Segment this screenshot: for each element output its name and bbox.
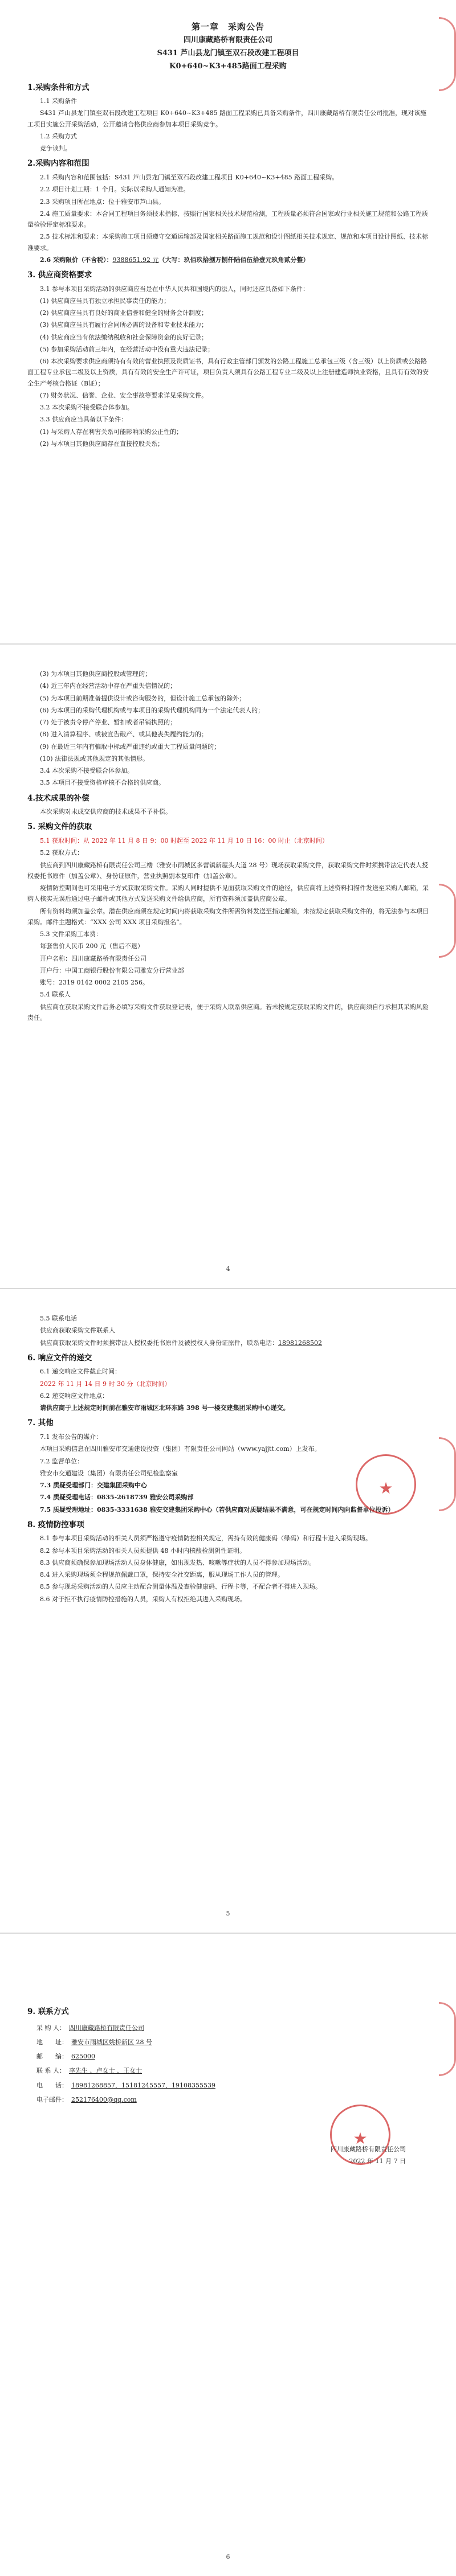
section-heading: 4.技术成果的补偿 (27, 793, 89, 803)
seal-stamp-edge (439, 17, 456, 91)
paragraph: 2.4 施工质量要求：本合同工程项目务须技术指标、按照行国家相关技术规范检测，工程质量必须符合国家或行业相关施工规范和公路工程质量检验评定标准要求。 (27, 210, 428, 228)
paragraph: 8.1 参与本项目采购活动的相关人员须严格遵守疫情防控相关规定，需持有效的健康码（绿码）和行程卡进入采购现场。 (40, 1535, 372, 1543)
section-heading: 5. 采购文件的获取 (27, 822, 92, 832)
section-heading: 3. 供应商资格要求 (27, 270, 92, 280)
paragraph: 8.5 参与现场采购活动的人员应主动配合测量体温及查验健康码、行程卡等，不配合者不得进入现场。 (40, 1583, 321, 1591)
seal-stamp-edge (439, 884, 456, 958)
contact-value: 李先生 、卢女士 、王女士 (69, 2067, 142, 2075)
paragraph: 供应商在获取采购文件后务必填写采购文件获取登记表，便于采购人联系供应商。若未按规定获取采购文件的，供应商须自行承担其采购风险责任。 (27, 1003, 429, 1022)
paragraph: 竞争谈判。 (40, 145, 71, 153)
paragraph: 2.3 采购项目所在地点：位于雅安市芦山县。 (40, 198, 165, 206)
phone-line (27, 1338, 429, 1348)
signature-company: 四川康藏路桥有限责任公司 (331, 2146, 406, 2153)
paragraph: 所有资料均须加盖公章。潜在供应商须在规定时间内将获取采购文件所需资料发送至指定邮箱，未按规定获取采购文件的，将无法参与本项目采购。邮件主题格式：“XXX 公司 XXX 项目采购报名”。 (27, 907, 429, 926)
paragraph: 账号：2319 0142 0002 2105 256。 (40, 979, 149, 986)
contact-phone (36, 2080, 429, 2091)
section-heading: 9. 联系方式 (27, 2007, 69, 2016)
list-item: (10) 法律法规或其他规定的其他情形。 (40, 754, 149, 762)
company-seal (330, 2105, 390, 2165)
document-page-1 (0, 0, 456, 643)
list-item: (5) 为本项目前期准备提供设计或咨询服务的，但设计施工总承包的除外； (40, 694, 246, 702)
paragraph: 本次采购对未成交供应商的技术成果不予补偿。 (40, 808, 172, 816)
seal-stamp-edge (439, 2002, 456, 2076)
paragraph: 3.2 本次采购不接受联合体参加。 (40, 404, 133, 412)
list-item: (3) 为本项目其他供应商控股或管理的； (40, 670, 152, 678)
paragraph: 供应商到四川康藏路桥有限责任公司三楼（雅安市雨城区多营镇新屋头大道 28 号）现场获取采购文件，获取采购文件时须携带法定代表人授权委托书原件（加盖公章）、身份证原件，营业执照副本复印件（加盖公章）。 (27, 861, 428, 880)
paragraph: 雅安市交通建设（集团）有限责任公司纪检监察室 (40, 1469, 178, 1477)
list-item: (8) 进入清算程序、或被宣告破产、或其他丧失履约能力的； (40, 731, 208, 739)
contact-company (36, 2023, 429, 2033)
paragraph: 疫情防控期间也可采用电子方式获取采购文件。采购人同时提供不见面获取采购文件的途径，供应商将上述资料扫描件发送至采购人邮箱，采购人核实无误后通过电子邮件或其他方式发送采购文件给供应商，所有资料须加盖供应商公章。 (27, 884, 429, 903)
paragraph: 7.4 质疑受理电话：0835-2618739 雅安公司采购部 (40, 1494, 194, 1502)
paragraph: 开户名称：四川康藏路桥有限责任公司 (40, 954, 146, 962)
list-item: (7) 处于被责令停产停业、暂扣或者吊销执照的； (40, 719, 177, 726)
subsection-heading: 5.3 文件采购工本费： (40, 930, 102, 938)
paragraph: 7.3 质疑受理部门：交建集团采购中心 (40, 1482, 147, 1489)
paragraph: 8.4 进入采购现场须全程规范佩戴口罩，保持安全社交距离，服从现场工作人员的管理。 (40, 1571, 284, 1579)
phone-label: 供应商获取采购文件时须携带法人授权委托书原件及被授权人身份证原件，联系电话： (40, 1339, 278, 1347)
paragraph: 8.6 对于拒不执行疫情防控措施的人员，采购人有权拒绝其进入采购现场。 (40, 1595, 246, 1603)
paragraph: 2.1 采购内容和范围包括：S431 芦山县龙门镇至双石段改建工程项目 K0+640~K3+485 路面工程采购。 (40, 174, 339, 181)
list-item: (6) 本次采购要求供应商须持有有效的营业执照及资质证书，具有行政主管部门颁发的公路工程施工总承包三级（含三级）以上资质或公路路面工程专业承包二级及以上资质，具有有效的安全生产许可证，项目负责人须具有公路工程专业二级及以上注册建造师执业资格，且具有有效的安全生产考核合格证（B证）； (27, 358, 429, 387)
project-title-line1: S431 芦山县龙门镇至双石段改建工程项目 (157, 49, 299, 58)
contact-value: 18981268857，15181245557，19108355539 (71, 2081, 215, 2089)
contact-person (36, 2065, 429, 2076)
contact-label: 采 购 人： (36, 2024, 66, 2032)
subsection-heading: 7.2 监督单位： (40, 1457, 83, 1465)
acquisition-time: 5.1 获取时间：从 2022 年 11 月 8 日 9：00 时起至 2022 年 11 月 10 日 16：00 时止（北京时间） (40, 837, 328, 844)
paragraph: 2.5 技术标准和要求：本采购施工项目须遵守交通运输部及国家相关路面施工规范和设计图纸相关技术规定、规范和本项目设计图纸、技术标准要求。 (27, 233, 428, 252)
section-heading: 6. 响应文件的递交 (27, 1353, 92, 1363)
document-page-2 (0, 645, 456, 1288)
subsection-heading: 5.2 获取方式： (40, 849, 83, 857)
list-item: (1) 供应商应当具有独立承担民事责任的能力； (40, 297, 170, 305)
budget-value: 9388651.92 元 (112, 256, 159, 264)
deadline-time: 2022 年 11 月 14 日 9 时 30 分（北京时间） (40, 1380, 171, 1388)
list-item: (3) 供应商应当具有履行合同所必需的设备和专业技术能力； (40, 321, 208, 329)
contact-address (36, 2037, 429, 2048)
company-name: 四川康藏路桥有限责任公司 (183, 36, 272, 45)
budget-note: （大写：玖佰玖拾捌万捌仟陆佰伍拾壹元玖角贰分整） (158, 256, 310, 264)
paragraph: 3.5 本项目不接受资格审核不合格的供应商。 (40, 779, 165, 787)
budget-label: 2.6 采购限价（不含税）： (40, 256, 113, 264)
page-number: 6 (226, 2553, 230, 2561)
subsection-heading: 7.1 发布公告的媒介： (40, 1433, 102, 1441)
contact-label: 邮 编： (36, 2053, 68, 2061)
list-item: (6) 为本项目的采购代理机构或与本项目的采购代理机构同为一个法定代表人的； (40, 706, 264, 714)
page-number: 5 (226, 1909, 230, 1917)
budget-line (27, 255, 429, 265)
subsection-heading: 5.5 联系电话 (40, 1315, 77, 1322)
list-item: (4) 供应商应当有依法缴纳税收和社会保障资金的良好记录； (40, 333, 208, 341)
chapter-title: 第一章 采购公告 (191, 22, 264, 32)
paragraph: S431 芦山县龙门镇至双石段改建工程项目 K0+640~K3+485 路面工程采购已具备采购条件，四川康藏路桥有限责任公司批准，现对该施工项目实施公开采购活动，公开邀请合格供应商参加本项目采购竞争。 (27, 109, 427, 128)
list-item: (4) 近三年内在经营活动中存在严重失信情况的； (40, 682, 177, 690)
paragraph: 3.1 参与本项目采购活动的供应商应当是在中华人民共和国境内的法人，同时还应具备如下条件： (40, 285, 309, 293)
section-heading: 7. 其他 (27, 1418, 54, 1428)
paragraph: 8.2 参与本项目采购活动的相关人员须提供 48 小时内核酸检测阴性证明。 (40, 1547, 246, 1554)
page-number: 4 (226, 1265, 230, 1273)
list-item: (1) 与采购人存在利害关系可能影响采购公正性的； (40, 428, 183, 436)
project-title-line2: K0+640~K3+485路面工程采购 (169, 61, 287, 71)
paragraph: 3.3 供应商应当具备以下条件： (40, 416, 127, 424)
paragraph: 3.4 本次采购不接受联合体参加。 (40, 767, 133, 774)
list-item: (7) 财务状况、信誉、企业、安全事故等要求详见采购文件。 (40, 391, 208, 399)
contact-zip (36, 2051, 429, 2062)
document-page-3 (0, 1289, 456, 1933)
contact-label: 地 址： (36, 2038, 68, 2046)
contact-label: 电 话： (36, 2081, 68, 2089)
list-item: (9) 在最近三年内有骗取中标或严重违约或重大工程质量问题的； (40, 743, 221, 750)
subsection-heading: 1.1 采购条件 (40, 97, 77, 105)
seal-stamp-edge (439, 1437, 456, 1511)
paragraph: 8.3 供应商须确保参加现场活动人员身体健康，如出现发热、咳嗽等症状的人员不得参加现场活动。 (40, 1558, 315, 1566)
signature-date: 2022 年 11 月 7 日 (349, 2157, 406, 2165)
contact-label: 电子邮件： (36, 2095, 68, 2103)
paragraph: 每套售价人民币 200 元（售后不退） (40, 942, 144, 950)
subsection-heading: 6.1 递交响应文件截止时间： (40, 1368, 121, 1376)
paragraph: 供应商获取采购文件联系人 (40, 1327, 115, 1335)
section-heading: 1.采购条件和方式 (27, 83, 89, 92)
contact-value: 252176400@qq.com (71, 2095, 137, 2103)
list-item: (2) 与本项目其他供应商存在直接控股关系； (40, 440, 164, 448)
section-heading: 2.采购内容和范围 (27, 159, 89, 169)
paragraph: 2.2 项目计划工期：1 个月。实际以采购人通知为准。 (40, 186, 190, 194)
subsection-heading: 5.4 联系人 (40, 991, 71, 999)
contact-email (36, 2094, 429, 2105)
company-seal (356, 1454, 416, 1515)
subsection-heading: 1.2 采购方式 (40, 132, 77, 140)
contact-label: 联 系 人： (36, 2067, 66, 2075)
contact-value: 625000 (71, 2053, 95, 2061)
paragraph: 开户行：中国工商银行股份有限公司雅安分行营业部 (40, 966, 184, 974)
document-page-4 (0, 1934, 456, 2576)
section-heading: 8. 疫情防控事项 (27, 1520, 84, 1529)
contact-value: 四川康藏路桥有限责任公司 (69, 2024, 144, 2032)
submission-location: 请供应商于上述规定时间前在雅安市雨城区北环东路 398 号一楼交建集团采购中心递交。 (40, 1404, 290, 1412)
paragraph: 7.5 质疑受理地址：0835-3331638 雅安交建集团采购中心（若供应商对质疑结果不满意，可在规定时间内向监督单位投诉） (40, 1506, 394, 1513)
subsection-heading: 6.2 递交响应文件地点： (40, 1392, 108, 1400)
phone-number: 18981268502 (278, 1339, 322, 1347)
contact-value: 雅安市雨城区姚桥新区 28 号 (71, 2038, 152, 2046)
list-item: (5) 参加采购活动前三年内，在经营活动中没有重大违法记录； (40, 345, 214, 353)
paragraph: 本项目采购信息在四川雅安市交通建设投资（集团）有限责任公司网站（www.yajjtt.com）上发布。 (40, 1445, 321, 1453)
list-item: (2) 供应商应当具有良好的商业信誉和健全的财务会计制度； (40, 309, 208, 317)
